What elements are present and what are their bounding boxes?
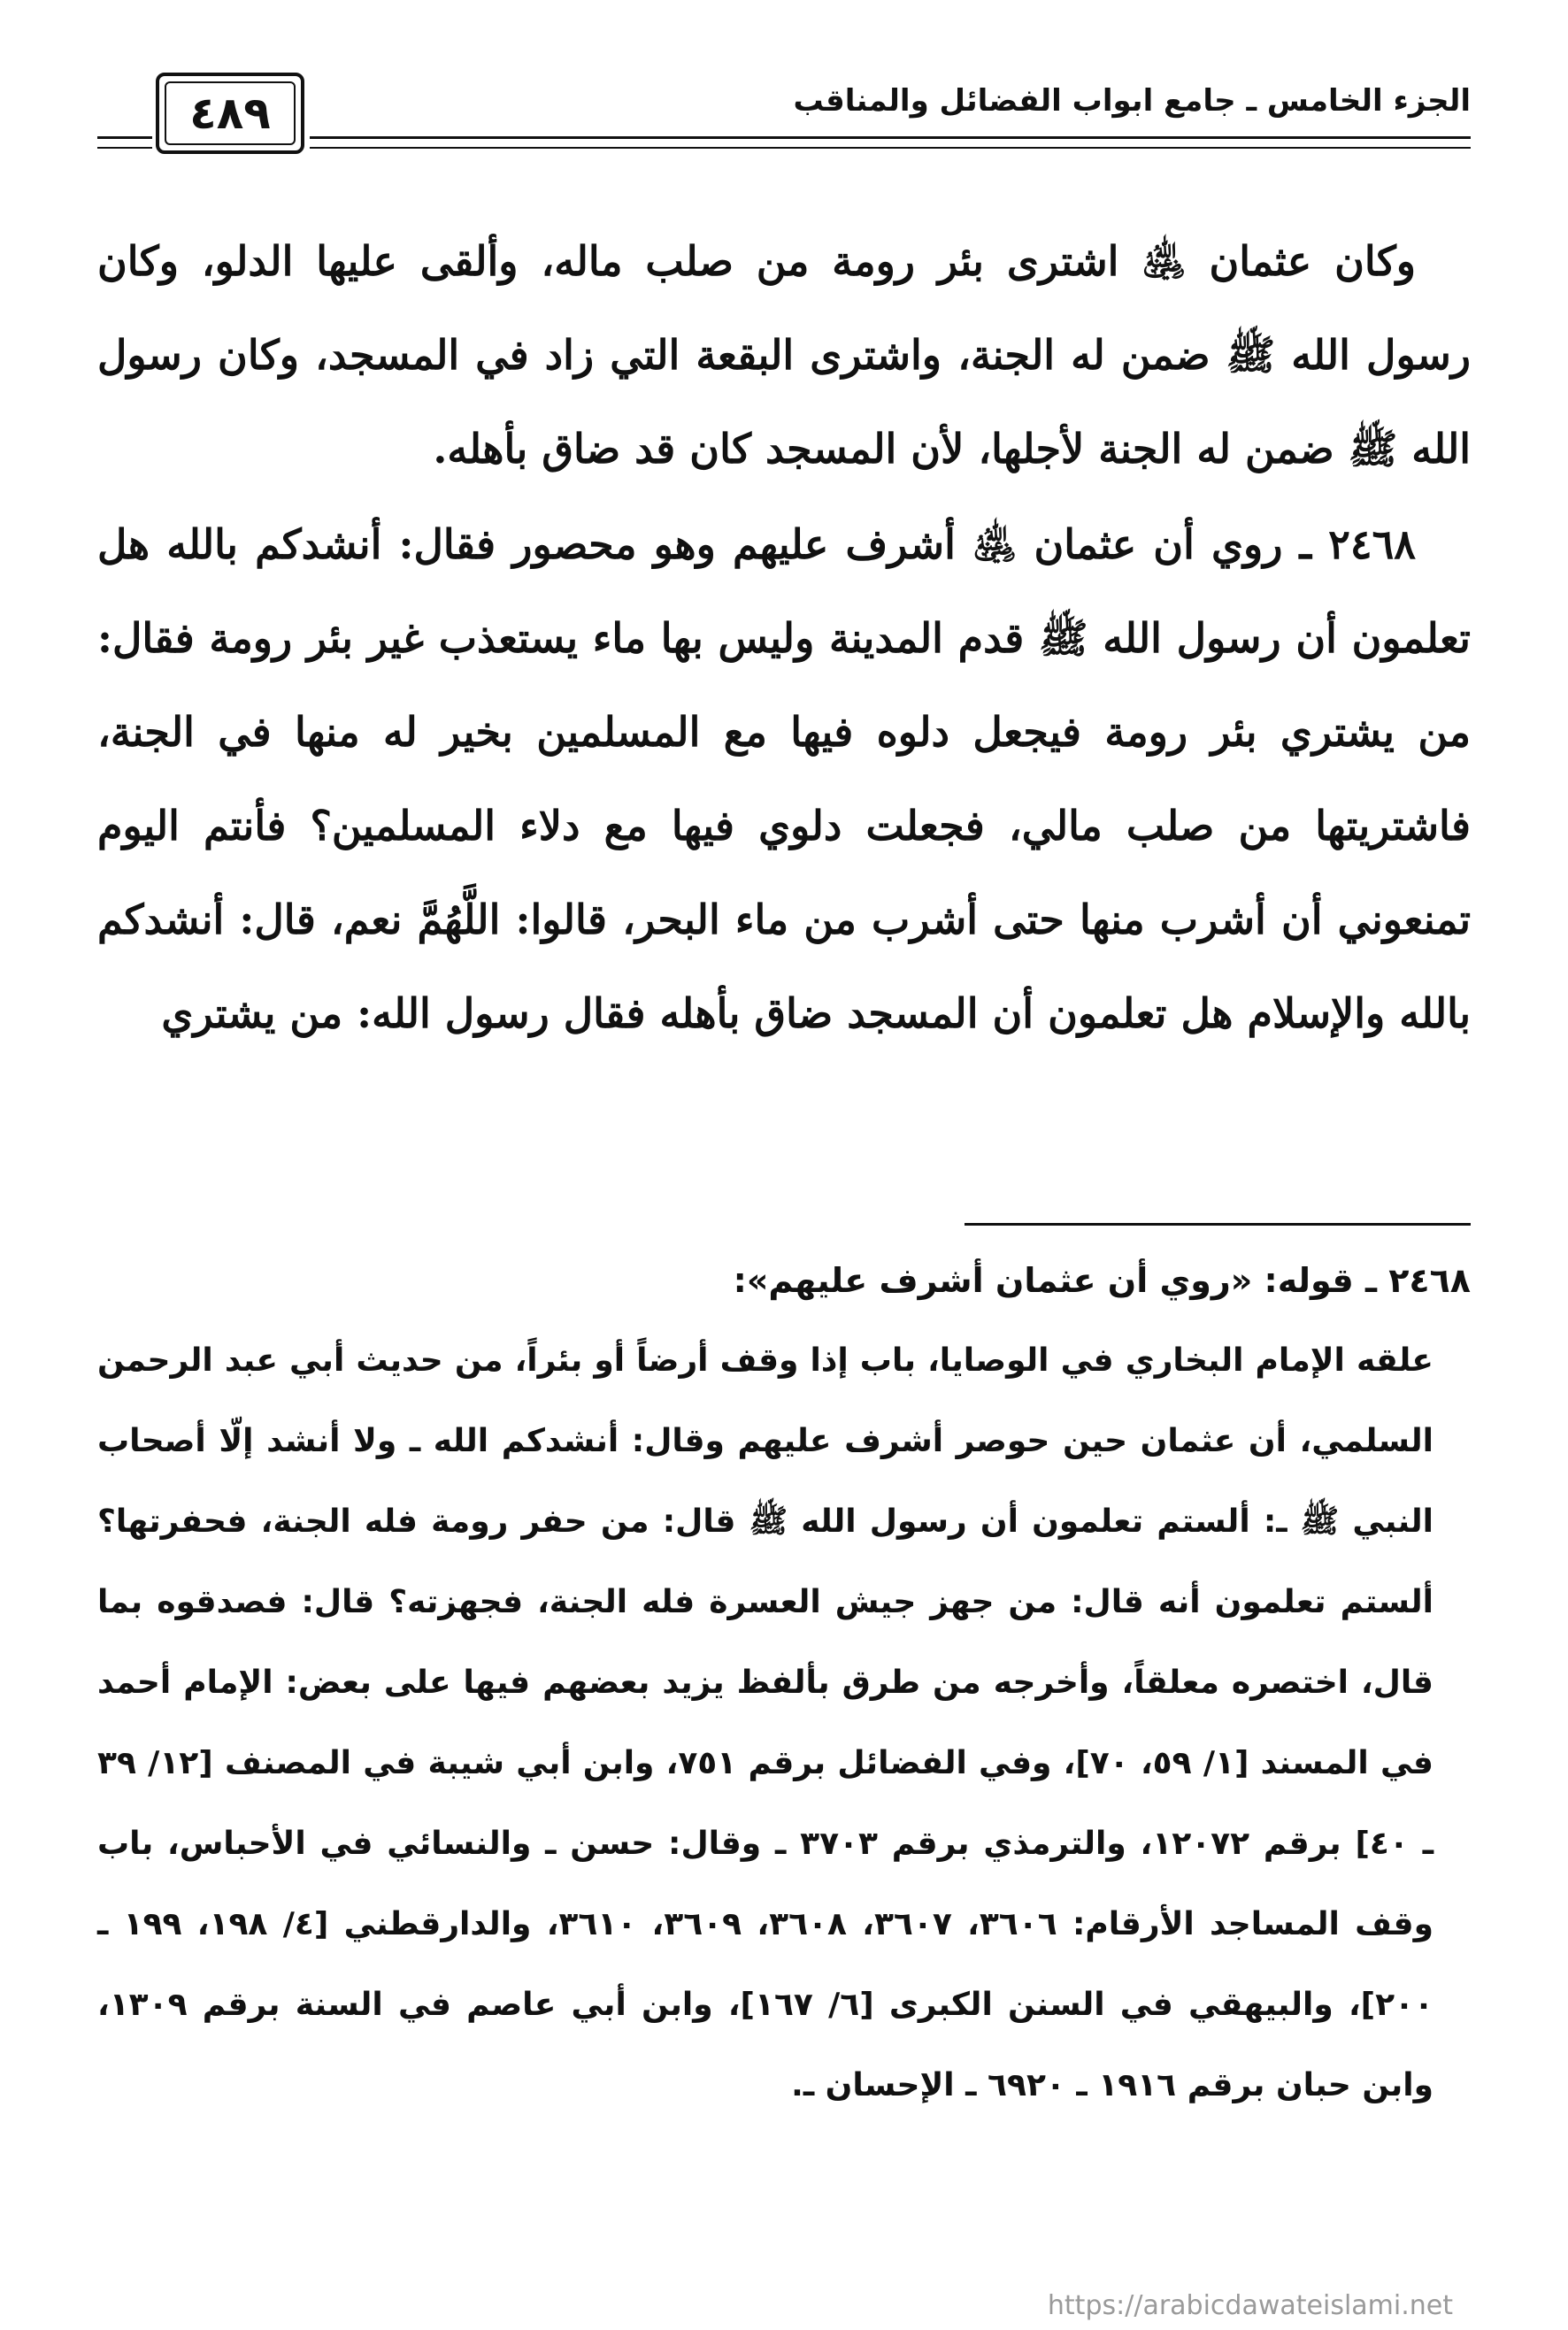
footnote-heading: ٢٤٦٨ ـ قوله: «روي أن عثمان أشرف عليهم»: [733,1261,1471,1300]
header-rule [97,136,152,139]
header-rule [310,136,1471,139]
footnote-body: علقه الإمام البخاري في الوصايا، باب إذا وقف أرضاً أو بئراً، من حديث أبي عبد الرحمن السلمي، أن عثمان حين حوصر أشرف عليهم وقال: أنشدكم الله ـ ولا أنشد إلّا أصحاب النبي ﷺ ـ: ألستم تعلمون أن رسول الله ﷺ قال: من حفر رومة فله الجنة، فحفرتها؟ ألستم تعلمون أنه قال: من جهز جيش العسرة فله الجنة، فجهزته؟ قال: فصدقوه بما قال، اختصره معلقاً، وأخرجه من طرق بألفظ يزيد بعضهم فيها على بعض: الإمام أحمد في المسند [١/ ٥٩، ٧٠]، وفي الفضائل برقم ٧٥١، وابن أبي شيبة في المصنف [١٢/ ٣٩ ـ ٤٠] برقم ١٢٠٧٢، والترمذي برقم ٣٧٠٣ ـ وقال: حسن ـ والنسائي في الأحباس، باب وقف المساجد الأرقام: ٣٦٠٦، ٣٦٠٧، ٣٦٠٨، ٣٦٠٩، ٣٦١٠، والدارقطني [٤/ ١٩٨، ١٩٩ ـ ٢٠٠]، والبيهقي في السنن الكبرى [٦/ ١٦٧]، وابن أبي عاصم في السنة برقم ١٣٠٩، وابن حبان برقم ١٩١٦ ـ ٦٩٢٠ ـ الإحسان ـ. [97,1342,1433,2103]
running-title: الجزء الخامس ـ جامع ابواب الفضائل والمناقب [793,83,1471,119]
footnote [97,1241,1471,2126]
footnote-separator [965,1223,1471,1226]
main-text [97,214,1471,1060]
header-rule [97,147,152,149]
header-rule [310,147,1471,149]
watermark: https://arabicdawateislami.net [1047,2290,1453,2321]
page-number: ٤٨٩ [189,88,271,139]
paragraph-2-text: روي أن عثمان ﵁ أشرف عليهم وهو محصور فقال: أنشدكم بالله هل تعلمون أن رسول الله ﷺ قدم المدينة وليس بها ماء يستعذب غير بئر رومة فقال: من يشتري بئر رومة فيجعل دلوه فيها مع المسلمين بخير له منها في الجنة، فاشتريتها من صلب مالي، فجعلت دلوي فيها مع دلاء المسلمين؟ فأنتم اليوم تمنعوني أن أشرب منها حتى أشرب من ماء البحر، قالوا: اللَّهُمَّ نعم، قال: أنشدكم بالله والإسلام هل تعلمون أن المسجد ضاق بأهله فقال رسول الله: من يشتري [97,520,1471,1037]
paragraph-1: وكان عثمان ﵁ اشترى بئر رومة من صلب ماله، وألقى عليها الدلو، وكان رسول الله ﷺ ضمن له الجنة، واشترى البقعة التي زاد في المسجد، وكان رسول الله ﷺ ضمن له الجنة لأجلها، لأن المسجد كان قد ضاق بأهله. [97,237,1471,473]
page-header [97,69,1471,166]
paragraph-2: ٢٤٦٨ ـ روي أن عثمان ﵁ أشرف عليهم وهو محصور فقال: أنشدكم بالله هل تعلمون أن رسول الله ﷺ قدم المدينة وليس بها ماء يستعذب غير بئر رومة فقال: من يشتري بئر رومة فيجعل دلوه فيها مع المسلمين بخير له منها في الجنة، فاشتريتها من صلب مالي، فجعلت دلوي فيها مع دلاء المسلمين؟ فأنتم اليوم تمنعوني أن أشرب منها حتى أشرب من ماء البحر، قالوا: اللَّهُمَّ نعم، قال: أنشدكم بالله والإسلام هل تعلمون أن المسجد ضاق بأهله فقال رسول الله: من يشتري [97,520,1471,1037]
page-number-inner-frame [165,81,296,145]
page-number-frame [156,73,304,154]
hadith-number: ٢٤٦٨ [1328,520,1416,568]
